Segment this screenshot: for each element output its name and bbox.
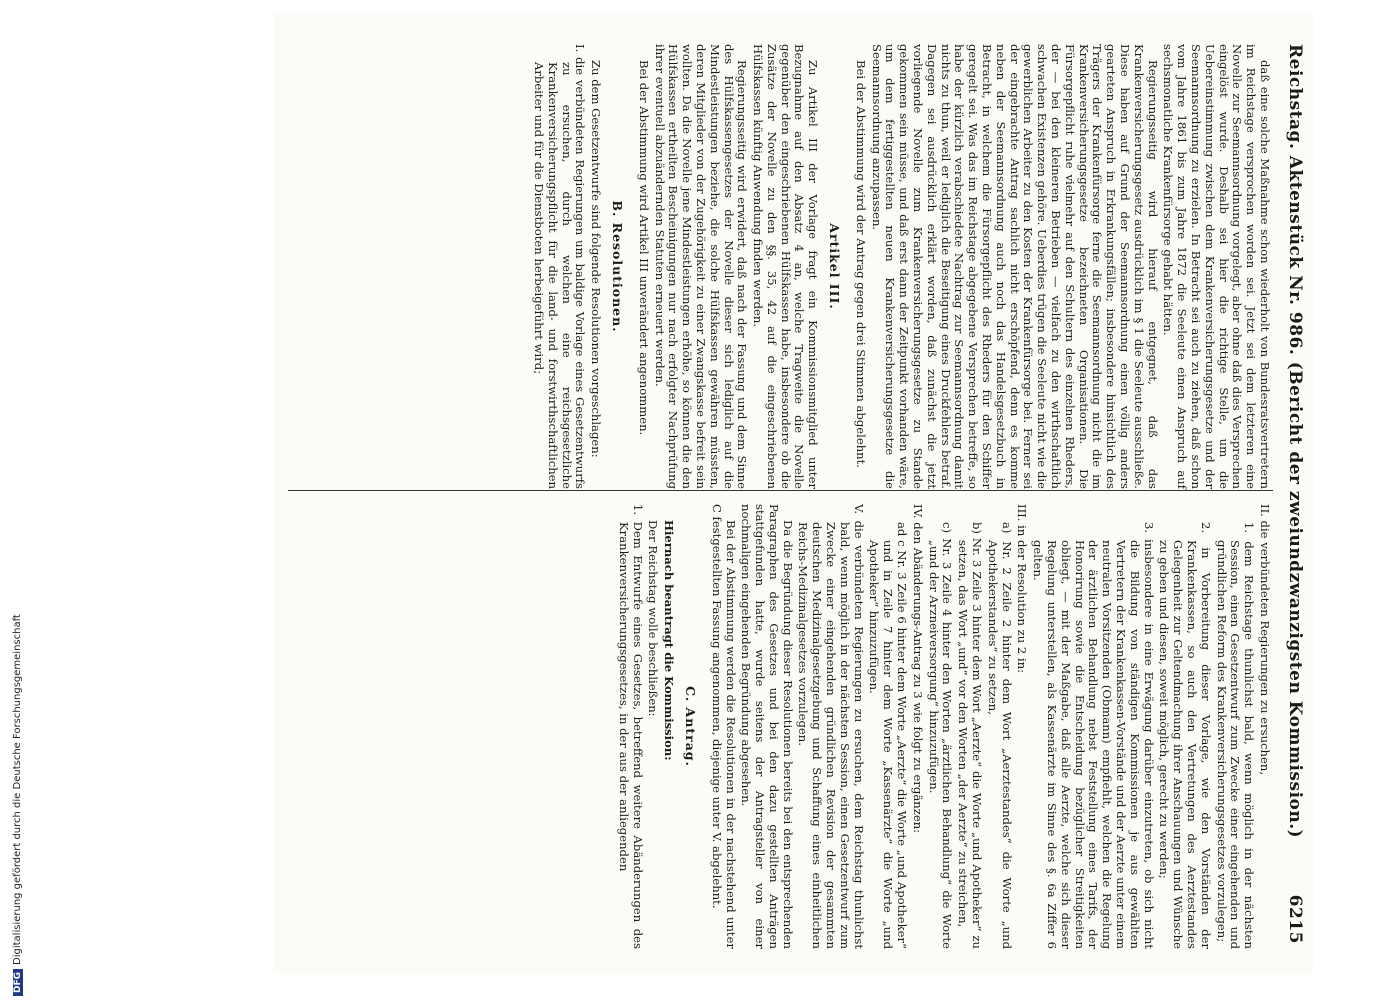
resolution-subitem: ad c Nr. 3 Zeile 6 hinter dem Worte „Aerzte“ die Worte „und Apotheker“ und in Zeile 7 hinter dem Worte „Kassenärzte“ die Worte „und Apotheker“ hinzuzufügen. xyxy=(867,522,910,949)
left-column xyxy=(529,44,1271,489)
section-heading: C. Antrag. xyxy=(682,686,698,767)
paragraph: Der Reichstag wolle beschließen: xyxy=(646,520,661,717)
article-heading: Artikel III. xyxy=(827,223,843,310)
paragraph: Zu dem Gesetzentwurfe sind folgende Resolutionen vorgeschlagen: xyxy=(589,60,604,458)
paragraph: Bei der Abstimmung wird der Antrag gegen drei Stimmen abgelehnt. xyxy=(853,60,868,468)
page-number: 6215 xyxy=(1285,894,1305,944)
resolution-item: IV. den Abänderungs-Antrag zu 3 wie folgt zu ergänzen: xyxy=(910,504,925,834)
resolution-subitem: 2. in Vorbereitung dieser Vorlage, wie den Vorständen der Krankenkassen, so auch den Vertretungen des Aerztestandes Gelegenheit zur Geltendmachung ihrer Anschauungen und Wünsche zu geben und diesen, soweit möglich, gerecht zu werden; xyxy=(1157,522,1213,949)
resolution-subitem: 1. dem Reichstage thunlichst bald, wenn möglich in der nächsten Session, einen Gesetzentwurf zum Zwecke einer eingehenden und gründlichen Reform des Krankenversicherungsgesetzes vorzulegen; xyxy=(1214,522,1257,949)
right-column xyxy=(614,504,1271,949)
resolution-subitem: b) Nr. 3 Zeile 3 hinter dem Wort „Aerzte“ die Worte „und Apotheker“ zu setzen, das Wort „und“ vor den Worten „der Aerzte“ zu streichen, xyxy=(956,522,985,949)
paragraph: Zu Artikel III der Vorlage fragt ein Kommissionsmitglied unter Bezugnahme auf den Absatz 4 an, welche Tragweite die Novelle gegenüber den eingeschriebenen Hülfskassen habe, insbesondere ob die Zusätze der Novelle zu den §§. 35, 42 auf die eingeschriebenen Hülfskassen künftig Anwendung finden werden. xyxy=(751,44,821,489)
resolution-subitem: 3. insbesondere in eine Erwägung darüber einzutreten, ob sich nicht die Bildung von ständigen Kommissionen je aus gewählten Vertretern der Krankenkassen-Vorstände und der Aerzte unter einem neutralen Vorsitzenden (Obmann) empfiehlt, welchen die Regelung der ärztlichen Behandlung nebst Feststellung eines Tarifs, der Honorirung sowie die Entscheidung bezüglicher Streitigkeiten obliegt, — mit der Maßgabe, daß alle Aerzte, welche sich dieser Regelung unterstellen, als Kassenärzte im Sinne des §. 6a Ziffer 6 gelten. xyxy=(1031,522,1156,949)
paragraph: daß eine solche Maßnahme schon wiederholt von Bundesratsvertretern im Reichstage versprochen worden sei. Jetzt sei dem letzteren eine Novelle zur Seemannsordnung vorgelegt, aber ohne daß dies Versprechen eingelöst wurde. Deshalb sei hier die richtige Stelle, um die Uebereinstimmung zwischen dem Krankenversicherungsgesetze und der Seemannsordnung zu erzielen. In Betracht sei auch zu ziehen, daß schon vom Jahre 1861 bis zum Jahre 1872 die Seeleute einen Anspruch auf sechsmonatliche Krankenfürsorge gehabt hätten. xyxy=(1161,44,1272,489)
funding-note: Digitalisierung gefördert durch die Deutsche Forschungsgemeinschaft xyxy=(12,614,23,965)
resolution-item: II. die verbündeten Regierungen zu ersuchen, xyxy=(1258,504,1272,776)
paragraph: Bei der Abstimmung wird Artikel III unverändert angenommen. xyxy=(636,60,651,436)
scanned-document-page xyxy=(273,14,1313,974)
column-divider xyxy=(288,490,1273,491)
paragraph: Regierungsseitig wird hierauf entgegnet, daß das Krankenversicherungsgesetz ausdrücklich im § 1 die Seeleute ausschließe. Diese haben auf Grund der Seemannsordnung einen völlig anders gearteten Anspruch in Erkrankungsfällen; insbesondere hinsichtlich des Trägers der Krankenfürsorge ferne die Seemannsordnung nicht die im Krankenversicherungsgesetze bezeichneten Organisationen. Die Fürsorgepflicht ruhe vielmehr auf den Schultern des einzelnen Rheders, der — bei den kleineren Betrieben — vielfach zu den wirthschaftlich schwachen Existenzen gehöre. Ueberdies trügen die Seeleute nicht wie die gewerblichen Arbeiter zu den Kosten der Krankenfürsorge bei. Ferner sei der eingebrachte Antrag sachlich nicht erschöpfend, denn es komme neben der Seemannsordnung auch noch das Handelsgesetzbuch in Betracht, in welchem die Fürsorgepflicht des Rheders für den Schiffer geregelt sei. Was das im Reichstage abgegebene Versprechen betreffe, so habe der kürzlich verabschiedete Nachtrag zur Seemannsordnung damit nichts zu thun, weil er lediglich die Beseitigung eines Druckfehlers betraf. Dagegen sei ausdrücklich erklärt worden, daß zunächst die jetzt vorliegende Novelle zum Krankenversicherungsgesetze zu Stande gekommen sein müsse, und daß erst dann der Zeitpunkt vorhanden wäre, um dem fertiggestellten neuen Krankenversicherungsgesetze die Seemannsordnung anzupassen. xyxy=(869,44,1160,489)
paragraph: Regierungsseitig wird erwidert, daß nach der Fassung und dem Sinne des Hülfskassengesetzes der Novelle dieser sich lediglich auf die Mindestleistungen beziehe, die solche Hülfskassen gewähren müssten, deren Mitglieder von der Zugehörigkeit zu einer Zwangskasse befreit sein wollten. Da die Novelle jene Mindestleistungen erhöhe, so können die den Hülfskassen ertheilten Bescheinigungen nur nach erfolgter Nachprüfung ihrer eventuell abzuändernden Statuten erneuert werden. xyxy=(652,44,750,489)
resolution-subitem: c) Nr. 3 Zeile 4 hinter den Worten „ärztlichen Behandlung“ die Worte „und der Arzneiversorgung“ hinzuzufügen. xyxy=(926,522,955,949)
paragraph: Hiernach beantragt die Kommission: xyxy=(662,520,677,761)
paragraph: Da die Begründung dieser Resolutionen bereits bei den entsprechenden Paragraphen des Gesetzes und bei den dazu gestellten Anträgen stattgefunden hatte, wurde seitens der Antragsteller von einer nochmaligen eingehenden Begründung abgesehen. xyxy=(739,504,795,949)
resolution-item: I. die verbündeten Regierungen um baldige Vorlage eines Gesetzentwurfs zu ersuchen, durch welchen eine reichsgesetzliche Krankenversicherungspflicht für die land- und forstwirthschaftlichen Arbeiter und für die Dienstboten herbeigeführt wird; xyxy=(531,44,588,489)
paragraph: Bei der Abstimmung werden die Resolutionen in der nachstehend unter C festgestellten Fassung angenommen, diejenige unter V. abgelehnt. xyxy=(709,504,738,949)
resolution-item: III. in der Resolution zu 2 in: xyxy=(1015,504,1030,674)
page-header xyxy=(1277,44,1305,944)
dfg-logo: DFG xyxy=(13,969,23,996)
resolution-item: V. die verbündeten Regierungen zu ersuchen, dem Reichstag thunlichst bald, wenn möglich in der nächsten Session, einen Gesetzentwurf zum Zwecke einer eingehenden gründlichen Revision der gesammten deutschen Medizinalgesetzgebung und Schaffung eines einheitlichen Reichs-Medizinalgesetzes vorzulegen. xyxy=(796,504,866,949)
sidebar-caption xyxy=(12,614,23,996)
resolution-subitem: a) Nr. 2 Zeile 2 hinter dem Wort „Aerztestandes“ die Worte „und Apothekerstandes“ zu setzen, xyxy=(985,522,1014,949)
header-title: Reichstag. Aktenstück Nr. 986. (Bericht der zweiundzwanzigsten Kommission.) xyxy=(1285,44,1305,839)
resolution-item: 1. Dem Entwurfe eines Gesetzes, betreffend weitere Abänderungen des Krankenversicherungsgesetzes, in der aus der anliegenden xyxy=(616,504,645,949)
digitization-sidebar xyxy=(0,0,23,1000)
section-heading: B. Resolutionen. xyxy=(609,200,625,333)
